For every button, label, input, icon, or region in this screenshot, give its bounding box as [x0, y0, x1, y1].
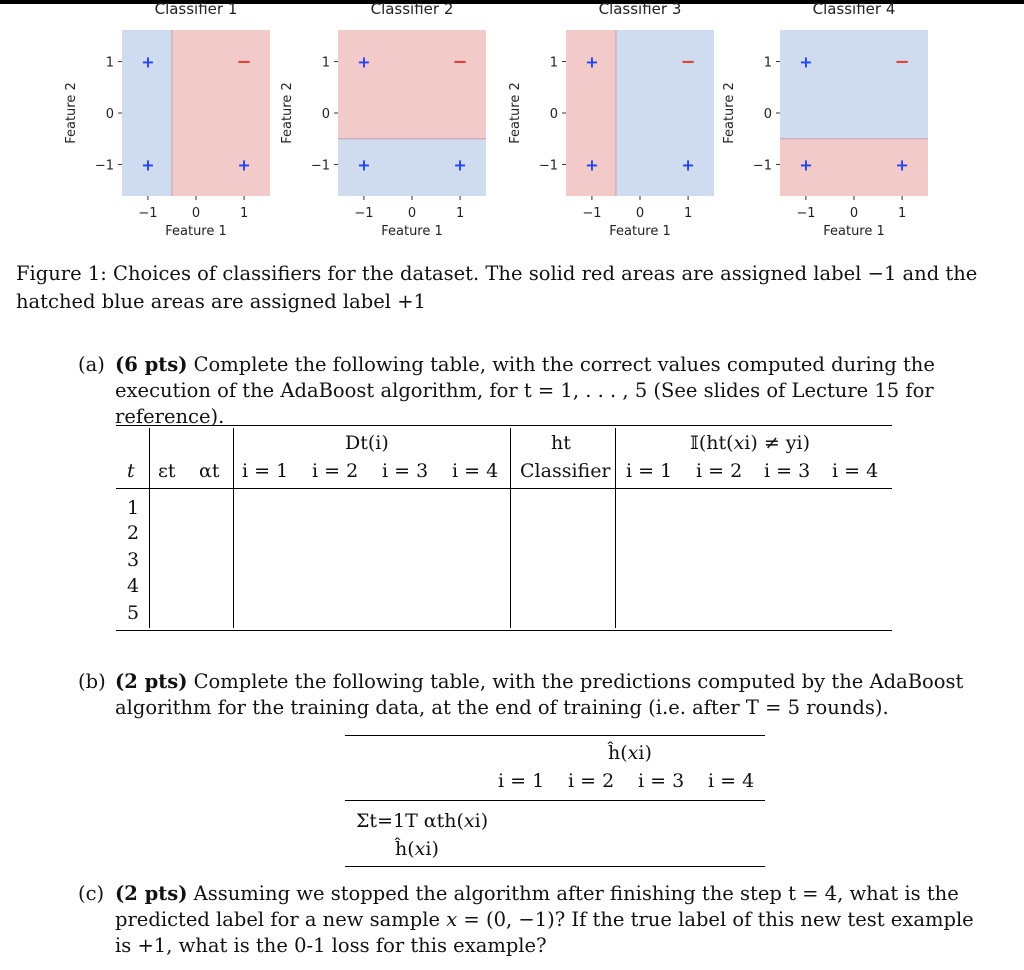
dt-col-3: i = 3 — [382, 460, 429, 482]
col-alpha: αt — [199, 460, 220, 482]
row-t-4: 4 — [127, 575, 140, 597]
b-col-2: i = 2 — [568, 770, 615, 792]
panel-2-point-2: − — [452, 51, 468, 73]
panel-4-xlabel: Feature 1 — [823, 224, 885, 239]
panel-4-point-2: − — [894, 51, 910, 73]
question-b-points: (2 pts) — [115, 670, 188, 693]
panel-3-point-2: − — [680, 51, 696, 73]
dt-header: Dt(i) — [345, 432, 389, 454]
hhat-row-label: ĥ(𝑥i) — [395, 838, 439, 860]
table-b-mid-rule — [345, 800, 765, 801]
panel-2-xtick-label: −1 — [354, 206, 374, 221]
row-t-5: 5 — [127, 602, 140, 624]
ht-classifier: Classifier — [520, 460, 611, 482]
col-epsilon: εt — [158, 460, 176, 482]
panel-3-xtick-label: 0 — [635, 206, 645, 221]
panel-3-xlabel: Feature 1 — [609, 224, 671, 239]
figure-caption: Figure 1: Choices of classifiers for the dataset. The solid red areas are assigned label −1 and the hatched blue areas are assigned label +1 — [16, 262, 978, 313]
question-c-points: (2 pts) — [115, 882, 188, 905]
panel-2-title: Classifier 2 — [370, 0, 454, 18]
panel-4-xtick-label: 0 — [849, 206, 859, 221]
panel-4-xtick-label: −1 — [796, 206, 816, 221]
indicator-header: 𝕀(ht(𝑥i) ≠ yi) — [690, 432, 811, 454]
panel-3-title: Classifier 3 — [598, 0, 682, 18]
question-b-text: Complete the following table, with the predictions computed by the AdaBoost algorithm for the training data, at the end of training (i.e. after T = 5 rounds). — [115, 670, 964, 719]
ind-col-4: i = 4 — [832, 460, 879, 482]
panel-2-point-1: + — [357, 52, 371, 72]
table-b-top-rule — [345, 735, 765, 736]
panel-4-title: Classifier 4 — [812, 0, 896, 18]
hhat-header: ĥ(𝑥i) — [608, 742, 652, 764]
panel-1-point-1: + — [141, 52, 155, 72]
row-t-1: 1 — [127, 497, 140, 519]
sum-row-label: Σt=1T αth(𝑥i) — [356, 810, 489, 832]
panel-3-point-1: + — [585, 52, 599, 72]
col-t: t — [127, 460, 135, 482]
question-c — [78, 881, 998, 965]
ind-col-2: i = 2 — [696, 460, 743, 482]
b-col-1: i = 1 — [498, 770, 545, 792]
panel-4-ytick-label: 0 — [763, 107, 772, 122]
panel-1-xtick-label: −1 — [138, 206, 158, 221]
panel-4-point-1: + — [799, 52, 813, 72]
panel-1-point-4: + — [237, 155, 251, 175]
panel-3-ytick-label: 0 — [549, 107, 558, 122]
question-b-label: (b) — [78, 670, 106, 693]
row-t-2: 2 — [127, 522, 140, 544]
panel-3-point-4: + — [681, 155, 695, 175]
dt-col-4: i = 4 — [452, 460, 499, 482]
row-t-3: 3 — [127, 549, 140, 571]
dt-col-2: i = 2 — [312, 460, 359, 482]
panel-4-ylabel: Feature 2 — [722, 82, 737, 144]
panel-3-xtick-label: 1 — [683, 206, 693, 221]
ind-col-3: i = 3 — [764, 460, 811, 482]
panel-4-xtick-label: 1 — [897, 206, 907, 221]
panel-2-xlabel: Feature 1 — [381, 224, 443, 239]
panel-2-ytick-label: 1 — [321, 55, 330, 71]
panel-4-ytick-label: 1 — [763, 55, 772, 71]
panel-4-point-4: + — [895, 155, 909, 175]
panel-1-xlabel: Feature 1 — [165, 224, 227, 239]
ind-col-1: i = 1 — [626, 460, 673, 482]
question-c-text: Assuming we stopped the algorithm after finishing the step t = 4, what is the predicted label for a new sample 𝑥 = (0, −1)? If the true label of this new test example is +1, what is the 0-1 loss for this example? — [115, 882, 974, 957]
ht-header: ht — [551, 432, 571, 454]
question-a-label: (a) — [78, 353, 105, 376]
panel-2-ytick-label: 0 — [321, 107, 330, 122]
panel-3-ylabel: Feature 2 — [508, 82, 523, 144]
panel-3-ytick-label: 1 — [549, 55, 558, 71]
panel-2-xtick-label: 0 — [407, 206, 417, 221]
table-b-bottom-rule — [345, 866, 765, 867]
panel-4-point-3: + — [799, 155, 813, 175]
panel-1-title: Classifier 1 — [154, 0, 238, 18]
panel-2-ylabel: Feature 2 — [280, 82, 295, 144]
panel-1-xtick-label: 0 — [191, 206, 201, 221]
b-col-4: i = 4 — [708, 770, 755, 792]
panel-3-point-3: + — [585, 155, 599, 175]
panel-1-xtick-label: 1 — [239, 206, 249, 221]
panel-1-ylabel: Feature 2 — [64, 82, 79, 144]
panel-2-ytick-label: −1 — [310, 158, 330, 174]
b-col-3: i = 3 — [638, 770, 685, 792]
panel-1-ytick-label: 0 — [105, 107, 114, 122]
panel-4-ytick-label: −1 — [752, 158, 772, 174]
question-a-text: Complete the following table, with the correct values computed during the execution of the AdaBoost algorithm, for t = 1, . . . , 5 (See slides of Lecture 15 for reference). — [115, 353, 935, 428]
panel-2-point-3: + — [357, 155, 371, 175]
panel-1-ytick-label: −1 — [94, 158, 114, 174]
panel-2-point-4: + — [453, 155, 467, 175]
question-c-label: (c) — [78, 882, 105, 905]
question-a-points: (6 pts) — [115, 353, 188, 376]
panel-2-xtick-label: 1 — [455, 206, 465, 221]
dt-col-1: i = 1 — [242, 460, 289, 482]
panel-1-ytick-label: 1 — [105, 55, 114, 71]
panel-3-xtick-label: −1 — [582, 206, 602, 221]
panel-3-ytick-label: −1 — [538, 158, 558, 174]
panel-1-point-2: − — [236, 51, 252, 73]
panel-1-point-3: + — [141, 155, 155, 175]
